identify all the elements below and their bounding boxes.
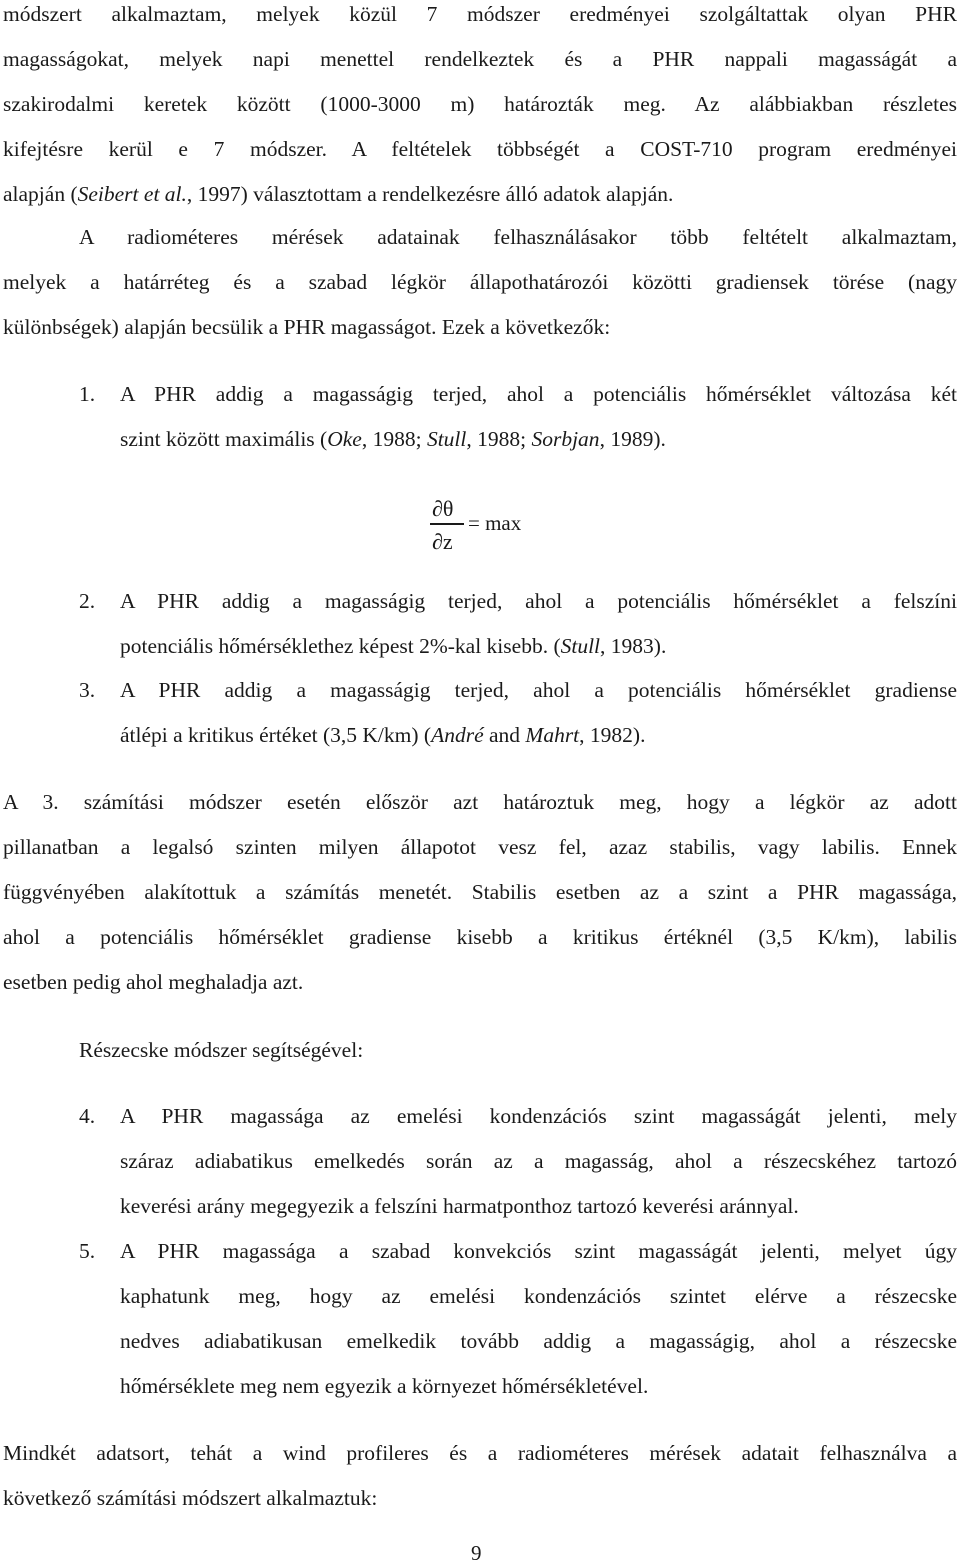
list-item-line: száraz adiabatikus emelkedés során az a magasság, ahol a részecskéhez tartozó bbox=[120, 1149, 957, 1173]
citation-author: Stull bbox=[426, 427, 467, 451]
list-item-line: nedves adiabatikusan emelkedik tovább addig a magasságig, ahol a részecske bbox=[120, 1329, 957, 1353]
list-item-line: keverési arány megegyezik a felszíni harmatponthoz tartozó keverési aránnyal. bbox=[120, 1194, 799, 1218]
text-run: , 1983). bbox=[600, 634, 667, 658]
paragraph-line: módszert alkalmaztam, melyek közül 7 módszer eredményei szolgáltattak olyan PHR bbox=[3, 2, 957, 26]
text-run: , 1988; bbox=[361, 427, 427, 451]
list-item-line-with-citation bbox=[120, 636, 666, 658]
equation-rhs: = max bbox=[468, 511, 522, 535]
citation-author: Stull bbox=[560, 634, 601, 658]
text-run: alapján ( bbox=[3, 182, 78, 206]
list-item-line: hőmérséklete meg nem egyezik a környezet hőmérsékletével. bbox=[120, 1374, 649, 1398]
list-item-line-with-citations bbox=[120, 429, 666, 451]
paragraph-line: A radiométeres mérések adatainak felhasználásakor több feltételt alkalmaztam, bbox=[79, 225, 957, 249]
list-item-line: A PHR addig a magasságig terjed, ahol a potenciális hőmérséklet változása két bbox=[120, 382, 957, 406]
citation-author: Oke bbox=[327, 427, 362, 451]
fraction-bar bbox=[430, 523, 464, 525]
list-item-line: A PHR magassága a szabad konvekciós szint magasságát jelenti, melyet úgy bbox=[120, 1239, 957, 1263]
paragraph-line: pillanatban a legalsó szinten milyen állapotot vesz fel, azaz stabilis, vagy labilis. Ennek bbox=[3, 835, 957, 859]
paragraph-line: Mindkét adatsort, tehát a wind profileres és a radiométeres mérések adatait felhasználva a bbox=[3, 1441, 957, 1465]
list-item-number: 5. bbox=[79, 1239, 96, 1263]
paragraph-line-with-citation bbox=[3, 184, 673, 206]
citation-author: André bbox=[431, 723, 484, 747]
text-run: , 1988; bbox=[466, 427, 532, 451]
paragraph-line: különbségek) alapján becsülik a PHR magasságot. Ezek a következők: bbox=[3, 315, 611, 339]
list-item-number: 1. bbox=[79, 382, 96, 406]
list-item-line: kaphatunk meg, hogy az emelési kondenzációs szintet elérve a részecske bbox=[120, 1284, 957, 1308]
text-run: potenciális hőmérséklethez képest 2%-kal kisebb. ( bbox=[120, 634, 561, 658]
text-run: , 1989). bbox=[599, 427, 666, 451]
equation bbox=[430, 498, 540, 562]
equation-denominator: ∂z bbox=[432, 529, 453, 554]
paragraph-line: ahol a potenciális hőmérséklet gradiense kisebb a kritikus értéknél (3,5 K/km), labilis bbox=[3, 925, 957, 949]
paragraph-line: függvényében alakítottuk a számítás menetét. Stabilis esetben az a szint a PHR magassága, bbox=[3, 880, 957, 904]
paragraph-line: következő számítási módszert alkalmaztuk: bbox=[3, 1486, 378, 1510]
text-run: átlépi a kritikus értéket (3,5 K/km) ( bbox=[120, 723, 432, 747]
list-item-line: A PHR addig a magasságig terjed, ahol a potenciális hőmérséklet gradiense bbox=[120, 678, 957, 702]
text-run: szint között maximális ( bbox=[120, 427, 328, 451]
list-item-number: 2. bbox=[79, 589, 96, 613]
text-run: and bbox=[483, 723, 526, 747]
list-item-number: 3. bbox=[79, 678, 96, 702]
citation-author: Seibert et al. bbox=[77, 182, 187, 206]
list-item-line: A PHR addig a magasságig terjed, ahol a potenciális hőmérséklet a felszíni bbox=[120, 589, 957, 613]
page-number: 9 bbox=[471, 1541, 482, 1565]
paragraph-line: szakirodalmi keretek között (1000-3000 m) határozták meg. Az alábbiakban részletes bbox=[3, 92, 957, 116]
list-item-number: 4. bbox=[79, 1104, 96, 1128]
citation-author: Mahrt bbox=[525, 723, 580, 747]
paragraph-line: esetben pedig ahol meghaladja azt. bbox=[3, 970, 304, 994]
paragraph-line: melyek a határréteg és a szabad légkör állapothatározói közötti gradiensek törése (nagy bbox=[3, 270, 957, 294]
paragraph-line: magasságokat, melyek napi menettel rendelkeztek és a PHR nappali magasságát a bbox=[3, 47, 957, 71]
citation-author: Sorbjan bbox=[531, 427, 600, 451]
list-item-line-with-citations bbox=[120, 725, 645, 747]
text-run: , 1982). bbox=[579, 723, 646, 747]
text-run: , 1997) választottam a rendelkezésre álló adatok alapján. bbox=[186, 182, 674, 206]
subheading: Részecske módszer segítségével: bbox=[79, 1038, 364, 1062]
paragraph-line: A 3. számítási módszer esetén először azt határoztuk meg, hogy a légkör az adott bbox=[3, 790, 957, 814]
equation-numerator: ∂θ bbox=[432, 496, 454, 521]
list-item-line: A PHR magassága az emelési kondenzációs szint magasságát jelenti, mely bbox=[120, 1104, 957, 1128]
paragraph-line: kifejtésre kerül e 7 módszer. A feltételek többségét a COST-710 program eredményei bbox=[3, 137, 957, 161]
